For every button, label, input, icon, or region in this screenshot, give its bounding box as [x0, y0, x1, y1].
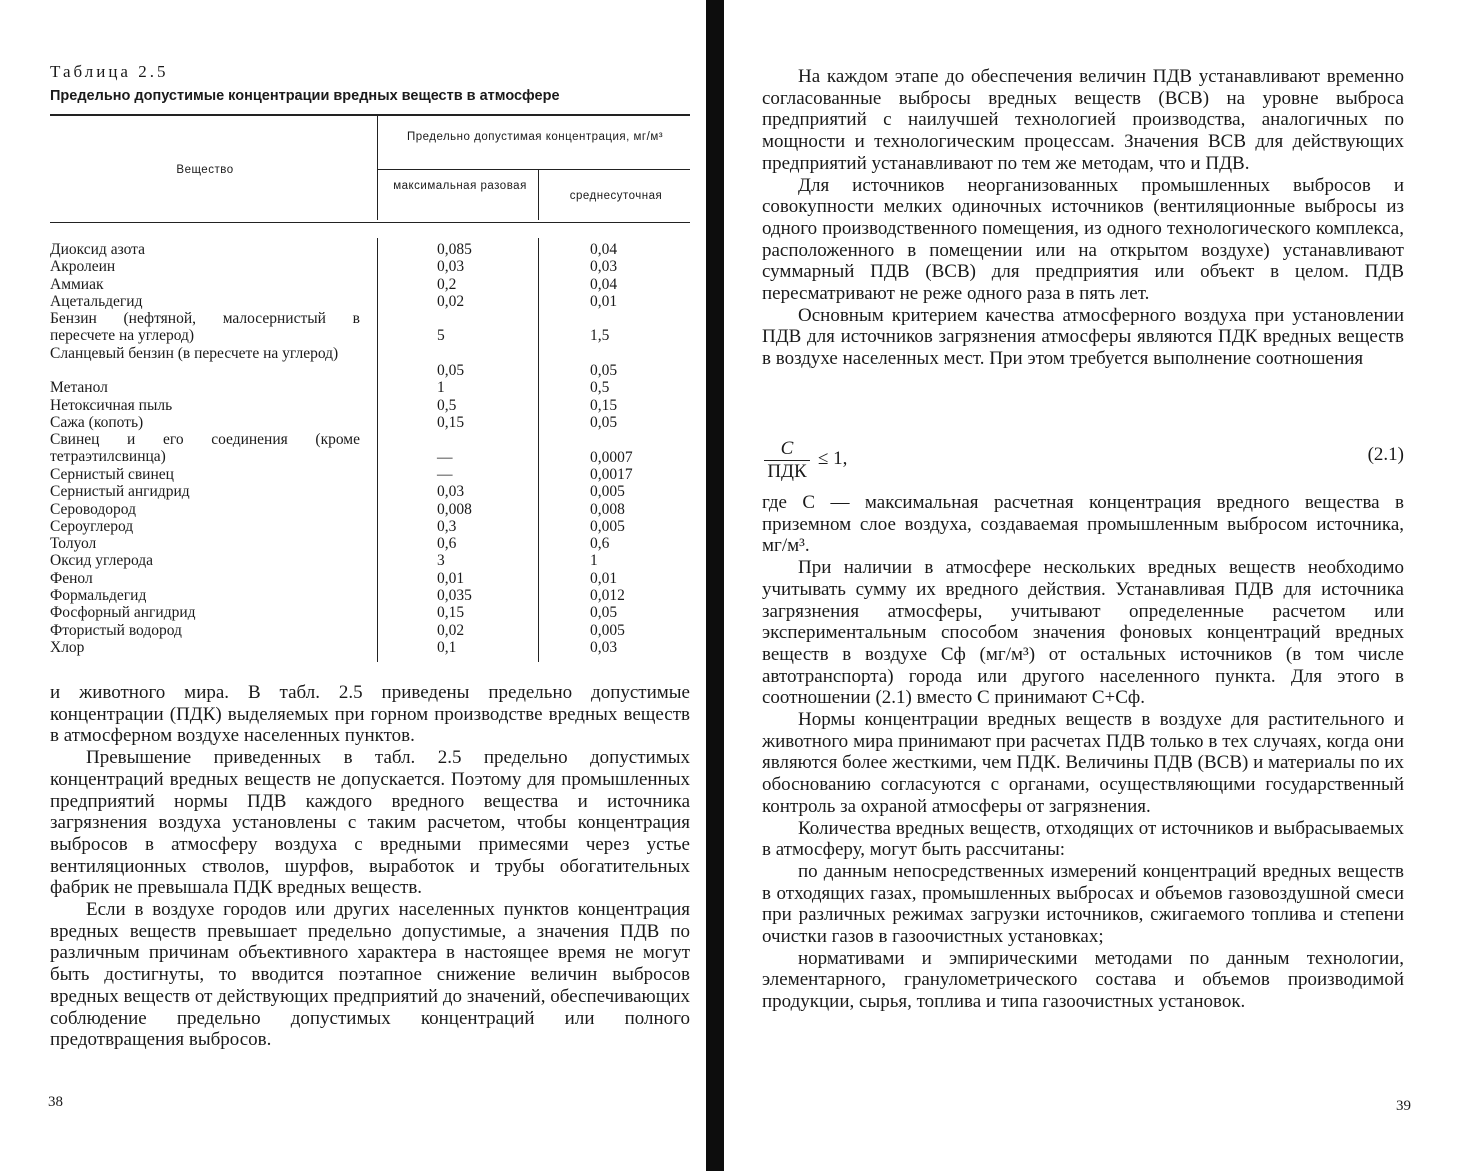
- max-value-cell: 0,02: [437, 292, 465, 310]
- paragraph: На каждом этапе до обеспечения величин ПДВ устанавливают временно согласованные выбросы вредных веществ (ВСВ) на уровне выброса предприятий с наилучшей технологией производства, аналогичных по мощности и технологическим процессам. Значения ВСВ для действующих предприятий устанавливают по тем же методам, что и ПДВ.: [762, 66, 1404, 174]
- avg-value-cell: 0,005: [590, 517, 625, 535]
- paragraph: Для источников неорганизованных промышленных выбросов и совокупности мелких одиночных источников (вентиляционные выбросы из одного производственного помещения, из одного технологического комплекса, расположенного в помещении или на открытом воздухе) устанавливают суммарный ПДВ (ВСВ) для предприятия или объект в целом. ПДВ пересматривают не реже одного раза в пять лет.: [762, 174, 1404, 305]
- paragraph: При наличии в атмосфере нескольких вредных веществ необходимо учитывать сумму их вредного действия. Устанавливая ПДВ для источника загрязнения атмосферы, учитывают определенные расчетом или экспериментальным способом значения фоновых концентраций вредных веществ в воздухе Cф (мг/м³) от остальных источников (в том числе автотранспорта) города или другого населенного пункта. Для этого в соотношении (2.1) вместо C принимают C+Cф.: [762, 557, 1404, 709]
- substance-cell: Сероводород: [50, 500, 136, 518]
- max-value-cell: 0,2: [437, 275, 457, 293]
- table-divider: [538, 238, 539, 662]
- max-value-cell: 0,6: [437, 535, 457, 553]
- page-number: 38: [48, 1094, 63, 1110]
- max-value-cell: 0,05: [437, 362, 465, 380]
- substance-cell: Сернистый ангидрид: [50, 483, 190, 501]
- avg-value-cell: 0,5: [590, 379, 610, 397]
- avg-value-cell: 0,04: [590, 241, 618, 258]
- book-gutter: [706, 0, 724, 1171]
- max-value-cell: 0,03: [437, 483, 465, 501]
- avg-value-cell: 0,012: [590, 587, 625, 604]
- right-body-text-top: [762, 66, 1404, 370]
- fraction-denominator: ПДК: [767, 461, 807, 482]
- substance-cell: Сероуглерод: [50, 517, 134, 535]
- table-divider: [538, 170, 539, 220]
- substance-cell: Сланцевый бензин (в пересчете на углерод): [50, 344, 339, 362]
- avg-value-cell: 0,01: [590, 569, 618, 587]
- header-max: максимальная разовая: [393, 180, 527, 192]
- max-value-cell: 3: [437, 552, 445, 570]
- max-value-cell: —: [437, 465, 453, 483]
- substance-cell: Аммиак: [50, 275, 104, 293]
- avg-value-cell: 0,03: [590, 638, 618, 656]
- header-pdk: Предельно допустимая концентрация, мг/м³: [406, 131, 664, 143]
- substance-cell: Ацетальдегид: [50, 292, 143, 310]
- max-value-cell: 0,5: [437, 396, 457, 414]
- avg-value-cell: 0,0017: [590, 465, 633, 483]
- max-value-cell: 0,1: [437, 638, 457, 656]
- table-divider: [377, 114, 378, 220]
- paragraph: нормативами и эмпирическими методами по данным технологии, элементарного, гранулометрического состава и объемов производимой продукции, сырья, топлива и типа газоочистных установок.: [762, 947, 1404, 1013]
- max-value-cell: 5: [437, 327, 445, 345]
- max-value-cell: 0,02: [437, 621, 465, 639]
- substance-cell: Хлор: [50, 638, 85, 656]
- avg-value-cell: 0,005: [590, 621, 625, 639]
- formula-number: (2.1): [1367, 444, 1404, 465]
- header-avg: среднесуточная: [569, 190, 663, 202]
- max-value-cell: 0,085: [437, 241, 472, 258]
- paragraph: Нормы концентрации вредных веществ в воздухе для растительного и животного мира принимают при расчетах ПДВ только в тех случаях, когда они являются более жесткими, чем ПДК. Величины ПДВ (ВСВ) и материалы по их обоснованию согласуются с органами, осуществляющими государственный контроль за охраной атмосферы от загрязнения.: [762, 709, 1404, 817]
- max-value-cell: 0,008: [437, 500, 472, 518]
- substance-cell: Диоксид азота: [50, 241, 145, 258]
- avg-value-cell: 0,01: [590, 292, 618, 310]
- substance-cell: Фосфорный ангидрид: [50, 604, 196, 622]
- substance-cell: Формальдегид: [50, 587, 147, 604]
- substance-cell: Фенол: [50, 569, 93, 587]
- paragraph: где C — максимальная расчетная концентрация вредного вещества в приземном слое воздуха, создаваемая промышленным выбросом источника, мг/м³.: [762, 492, 1404, 557]
- max-value-cell: 0,03: [437, 258, 465, 276]
- max-value-cell: 0,3: [437, 517, 457, 535]
- avg-value-cell: 0,03: [590, 258, 618, 276]
- substance-cell: Фтористый водород: [50, 621, 182, 639]
- max-value-cell: 0,15: [437, 414, 465, 431]
- avg-value-cell: 0,6: [590, 535, 610, 553]
- substance-cell: Сажа (копоть): [50, 414, 144, 431]
- avg-value-cell: 0,05: [590, 604, 618, 622]
- fraction: [762, 438, 812, 483]
- left-body-text: [50, 682, 690, 1051]
- substance-cell: Бензин (нефтяной, малосернистый в пересчете на углерод): [50, 310, 360, 345]
- paragraph: по данным непосредственных измерений концентраций вредных веществ в отходящих газах, промышленных выбросах и объемов газовоздушной смеси при различных режимах загрузки источников, сжигаемого топлива и степени очистки газов в газоочистных установках;: [762, 860, 1404, 948]
- formula-2-1: [762, 438, 1404, 494]
- max-value-cell: 0,15: [437, 604, 465, 622]
- substance-cell: Свинец и его соединения (кроме тетраэтилсвинца): [50, 431, 360, 466]
- paragraph: и животного мира. В табл. 2.5 приведены предельно допустимые концентрации (ПДК) выделяемых при горном производстве вредных веществ в атмосферном воздухе населенных пунктов.: [50, 682, 690, 747]
- substance-cell: Толуол: [50, 535, 97, 553]
- table-label: Таблица 2.5: [50, 62, 169, 81]
- paragraph: Количества вредных веществ, отходящих от источников и выбрасываемых в атмосферу, могут быть рассчитаны:: [762, 817, 1404, 861]
- max-value-cell: 0,035: [437, 587, 472, 604]
- max-value-cell: 1: [437, 379, 445, 397]
- page-number: 39: [1396, 1098, 1411, 1114]
- paragraph: Если в воздухе городов или других населенных пунктов концентрация вредных веществ превышает предельно допустимые, а значения ПДВ по различным причинам объективного характера в настоящее время не могут быть достигнуты, то вводится поэтапное снижение величин выбросов вредных веществ от действующих предприятий до значений, обеспечивающих соблюдение предельно допустимых концентраций или полного предотвращения выбросов.: [50, 899, 690, 1051]
- avg-value-cell: 0,0007: [590, 448, 633, 466]
- paragraph: Превышение приведенных в табл. 2.5 предельно допустимых концентраций вредных веществ не допускается. Поэтому для промышленных предприятий нормы ПДВ каждого вредного вещества и источника загрязнения воздуха установлены с таким расчетом, чтобы концентрация выбросов в атмосферу воздуха с вредными примесями через устье вентиляционных стволов, шурфов, выработок и трубы обогатительных фабрик не превышала ПДК вредных веществ.: [50, 747, 690, 899]
- table-subheader-rule: [378, 169, 690, 170]
- right-body-text-bottom: [762, 492, 1404, 1013]
- formula-relation: ≤ 1,: [818, 448, 848, 469]
- substance-cell: Акролеин: [50, 258, 116, 276]
- substance-cell: Оксид углерода: [50, 552, 154, 570]
- avg-value-cell: 1,5: [590, 327, 610, 345]
- table-header-rule: [50, 222, 690, 223]
- header-substance: Вещество: [176, 164, 234, 176]
- table-title: Предельно допустимые концентрации вредных веществ в атмосфере: [50, 88, 560, 104]
- max-value-cell: 0,01: [437, 569, 465, 587]
- avg-value-cell: 0,008: [590, 500, 625, 518]
- table-top-rule: [50, 114, 690, 116]
- avg-value-cell: 0,15: [590, 396, 618, 414]
- substance-cell: Метанол: [50, 379, 108, 397]
- avg-value-cell: 0,04: [590, 275, 618, 293]
- substance-cell: Сернистый свинец: [50, 465, 174, 483]
- substance-cell: Нетоксичная пыль: [50, 396, 173, 414]
- avg-value-cell: 0,05: [590, 362, 618, 380]
- max-value-cell: —: [437, 448, 453, 466]
- avg-value-cell: 0,005: [590, 483, 625, 501]
- paragraph: Основным критерием качества атмосферного воздуха при установлении ПДВ для источников загрязнения атмосферы являются ПДК вредных веществ в воздухе населенных мест. При этом требуется выполнение соотношения: [762, 304, 1404, 370]
- avg-value-cell: 1: [590, 552, 598, 570]
- table-divider: [377, 238, 378, 662]
- avg-value-cell: 0,05: [590, 414, 618, 431]
- fraction-numerator: C: [780, 438, 794, 459]
